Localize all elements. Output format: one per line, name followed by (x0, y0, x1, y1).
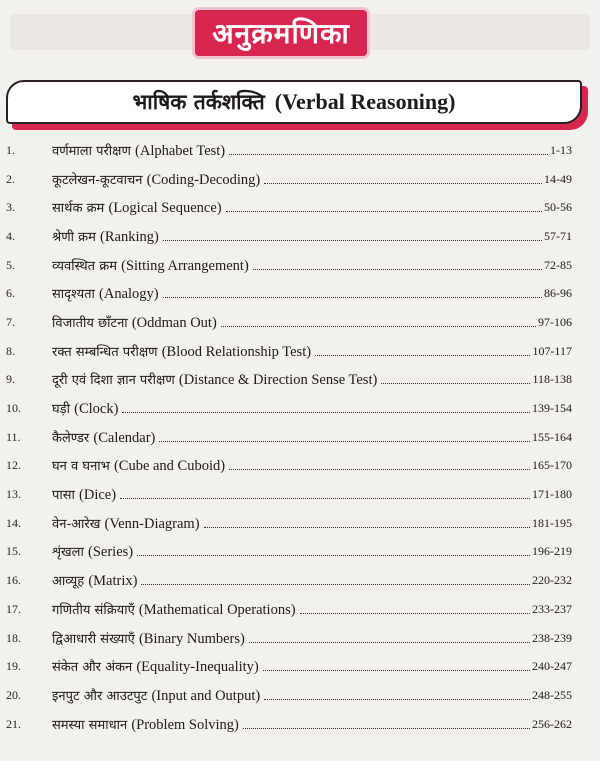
entry-title-english: (Logical Sequence) (108, 200, 222, 217)
entry-title-hindi: घन व घनाभ (52, 459, 110, 475)
entry-pages: 220-232 (532, 573, 572, 588)
entry-title-hindi: सार्थक क्रम (52, 201, 105, 217)
entry-title-english: (Mathematical Operations) (138, 601, 296, 618)
entry-title-english: (Matrix) (88, 573, 138, 590)
toc-entry[interactable] (0, 710, 600, 739)
section-heading (6, 80, 582, 124)
entry-title-hindi: विजातीय छाँटना (52, 315, 128, 331)
entry-title-hindi: सादृश्यता (52, 287, 95, 303)
entry-title-hindi: घड़ी (52, 402, 71, 418)
entry-number: 3. (6, 200, 15, 215)
toc-entry[interactable] (0, 165, 600, 194)
entry-title-english: (Input and Output) (151, 687, 261, 704)
entry-title-hindi: समस्या समाधान (52, 717, 128, 733)
leader-dots (263, 670, 530, 671)
entry-title (36, 227, 161, 246)
entry-title (36, 399, 120, 418)
entry-title-hindi: वर्णमाला परीक्षण (52, 143, 131, 159)
entry-title (36, 485, 118, 504)
entry-title-english: (Binary Numbers) (138, 630, 245, 647)
entry-title (36, 600, 298, 619)
entry-number: 7. (6, 314, 15, 329)
section-title-hindi: भाषिक तर्कशक्ति (132, 90, 265, 114)
leader-dots (221, 326, 536, 327)
leader-dots (229, 154, 548, 155)
entry-pages: 57-71 (544, 228, 572, 243)
toc-entry[interactable] (0, 480, 600, 509)
leader-dots (264, 699, 530, 700)
entry-pages: 86-96 (544, 286, 572, 301)
leader-dots (249, 642, 530, 643)
entry-title-english: (Sitting Arrangement) (121, 257, 249, 274)
entry-title-hindi: वेन-आरेख (52, 516, 101, 532)
toc-entry[interactable] (0, 222, 600, 251)
entry-number: 17. (6, 601, 21, 616)
entry-title (36, 657, 261, 676)
entry-title-hindi: कैलेण्डर (52, 430, 90, 446)
entry-title-english: (Equality-Inequality) (136, 659, 259, 676)
leader-dots (300, 613, 530, 614)
entry-title-english: (Clock) (74, 401, 119, 418)
toc-entry[interactable] (0, 595, 600, 624)
entry-pages: 238-239 (532, 630, 572, 645)
toc-entry[interactable] (0, 251, 600, 280)
entry-pages: 72-85 (544, 257, 572, 272)
entry-title-hindi: शृंखला (52, 545, 84, 561)
entry-title-hindi: श्रेणी क्रम (52, 229, 96, 245)
entry-number: 5. (6, 257, 15, 272)
entry-pages: 107-117 (532, 343, 572, 358)
entry-title-hindi: रक्त सम्बन्धित परीक्षण (52, 344, 158, 360)
toc-entry[interactable] (0, 308, 600, 337)
entry-title (36, 170, 262, 189)
toc-entry[interactable] (0, 136, 600, 165)
toc-entry[interactable] (0, 652, 600, 681)
leader-dots (159, 441, 530, 442)
leader-dots (120, 498, 530, 499)
leader-dots (253, 269, 542, 270)
entry-pages: 171-180 (532, 487, 572, 502)
entry-title (36, 370, 379, 389)
section-title-english: (Verbal Reasoning) (274, 89, 456, 114)
entry-title-hindi: कूटलेखन-कूटवाचन (52, 172, 143, 188)
entry-number: 8. (6, 343, 15, 358)
toc-entry[interactable] (0, 681, 600, 710)
leader-dots (163, 297, 542, 298)
entry-title-hindi: गणितीय संक्रियाएँ (52, 602, 135, 618)
entry-title-hindi: पासा (52, 488, 75, 504)
entry-title (36, 198, 224, 217)
entry-title-english: (Oddman Out) (131, 314, 217, 331)
leader-dots (264, 183, 542, 184)
entry-title (36, 141, 227, 160)
entry-pages: 97-106 (538, 314, 572, 329)
entry-number: 21. (6, 716, 21, 731)
entry-number: 16. (6, 573, 21, 588)
entry-title-english: (Coding-Decoding) (146, 171, 261, 188)
leader-dots (243, 728, 530, 729)
entry-pages: 14-49 (544, 171, 572, 186)
entry-title (36, 428, 157, 447)
entry-pages: 1-13 (550, 142, 572, 157)
entry-title-hindi: व्यवस्थित क्रम (52, 258, 117, 274)
entry-number: 12. (6, 458, 21, 473)
entry-pages: 165-170 (532, 458, 572, 473)
leader-dots (229, 469, 530, 470)
entry-number: 9. (6, 372, 15, 387)
entry-number: 2. (6, 171, 15, 186)
entry-number: 6. (6, 286, 15, 301)
entry-pages: 256-262 (532, 716, 572, 731)
entry-title-english: (Analogy) (99, 286, 159, 303)
entry-pages: 50-56 (544, 200, 572, 215)
toc-entry[interactable] (0, 423, 600, 452)
entry-pages: 248-255 (532, 687, 572, 702)
leader-dots (137, 555, 530, 556)
entry-title-english: (Blood Relationship Test) (161, 343, 312, 360)
entry-title (36, 629, 247, 648)
entry-pages: 196-219 (532, 544, 572, 559)
toc-entry[interactable] (0, 538, 600, 567)
index-banner (195, 10, 367, 56)
entry-number: 4. (6, 228, 15, 243)
leader-dots (226, 211, 542, 212)
toc-entry[interactable] (0, 394, 600, 423)
leader-dots (315, 355, 530, 356)
toc-entry[interactable] (0, 452, 600, 481)
entry-pages: 118-138 (532, 372, 572, 387)
entry-pages: 240-247 (532, 659, 572, 674)
entry-title-english: (Calendar) (93, 429, 156, 446)
table-of-contents (0, 136, 600, 738)
toc-entry[interactable] (0, 193, 600, 222)
leader-dots (381, 383, 530, 384)
entry-title-english: (Ranking) (100, 228, 159, 245)
entry-title-hindi: द्विआधारी संख्याएँ (52, 631, 135, 647)
entry-title (36, 256, 251, 275)
toc-entry[interactable] (0, 566, 600, 595)
entry-title (36, 284, 161, 303)
entry-title (36, 542, 135, 561)
entry-pages: 139-154 (532, 401, 572, 416)
entry-title-hindi: संकेत और अंकन (52, 660, 133, 676)
entry-title (36, 313, 219, 332)
entry-title-hindi: इनपुट और आउटपुट (52, 688, 148, 704)
entry-number: 13. (6, 487, 21, 502)
leader-dots (204, 527, 530, 528)
entry-title-english: (Cube and Cuboid) (113, 458, 226, 475)
entry-pages: 233-237 (532, 601, 572, 616)
leader-dots (141, 584, 530, 585)
entry-number: 1. (6, 142, 15, 157)
entry-pages: 181-195 (532, 515, 572, 530)
entry-number: 20. (6, 687, 21, 702)
entry-title-english: (Problem Solving) (131, 716, 239, 733)
entry-title (36, 686, 262, 705)
toc-entry[interactable] (0, 509, 600, 538)
entry-number: 19. (6, 659, 21, 674)
entry-title (36, 456, 227, 475)
toc-entry[interactable] (0, 624, 600, 653)
entry-number: 18. (6, 630, 21, 645)
entry-number: 10. (6, 401, 21, 416)
entry-title-english: (Venn-Diagram) (104, 515, 200, 532)
entry-number: 11. (6, 429, 21, 444)
leader-dots (163, 240, 542, 241)
entry-title-hindi: आव्यूह (52, 574, 85, 590)
index-title: अनुक्रमणिका (212, 17, 350, 50)
entry-title-english: (Alphabet Test) (135, 142, 226, 159)
entry-title (36, 514, 202, 533)
entry-title (36, 715, 241, 734)
toc-entry[interactable] (0, 337, 600, 366)
toc-entry[interactable] (0, 279, 600, 308)
toc-entry[interactable] (0, 366, 600, 395)
entry-title-hindi: दूरी एवं दिशा ज्ञान परीक्षण (52, 373, 175, 389)
entry-number: 14. (6, 515, 21, 530)
entry-title (36, 342, 313, 361)
entry-title-english: (Series) (88, 544, 134, 561)
entry-title (36, 571, 139, 590)
entry-pages: 155-164 (532, 429, 572, 444)
entry-title-english: (Dice) (79, 487, 117, 504)
entry-title-english: (Distance & Direction Sense Test) (178, 372, 378, 389)
entry-number: 15. (6, 544, 21, 559)
leader-dots (122, 412, 530, 413)
